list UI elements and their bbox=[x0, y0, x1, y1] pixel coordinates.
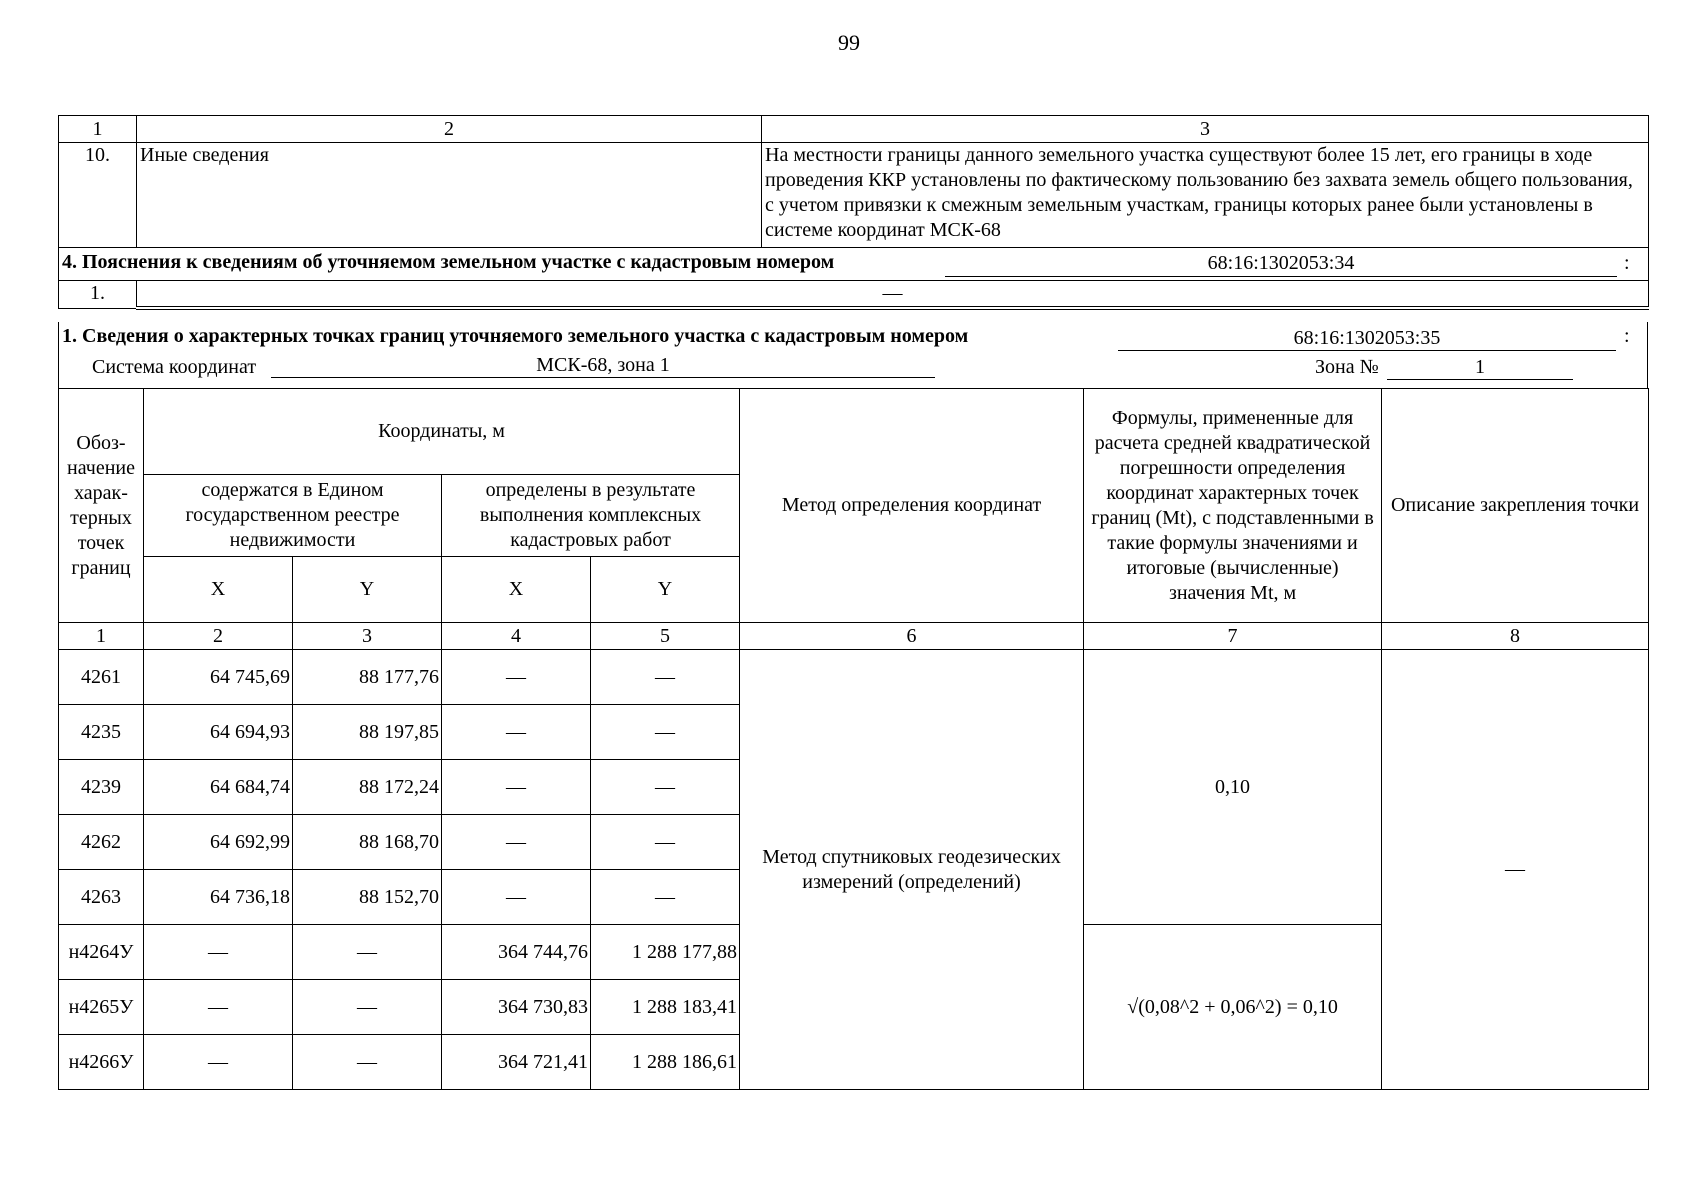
point-id: 4261 bbox=[59, 650, 144, 705]
coordinate-system-value: МСК-68, зона 1 bbox=[271, 354, 935, 378]
point-id: 4262 bbox=[59, 815, 144, 870]
col-number-5: 5 bbox=[591, 623, 740, 650]
section-1-colon: : bbox=[1624, 325, 1630, 347]
point-id: 4239 bbox=[59, 760, 144, 815]
section-1-cadastral-number: 68:16:1302053:35 bbox=[1118, 327, 1616, 351]
egrn-y: — bbox=[293, 925, 442, 980]
header-description: Описание закрепления точки bbox=[1382, 389, 1649, 623]
section-4-colon: : bbox=[1624, 252, 1630, 274]
coordinate-system-label: Система координат bbox=[92, 356, 257, 378]
header-designation: Обоз-начение харак-терных точек границ bbox=[59, 389, 144, 623]
kkr-x: — bbox=[442, 760, 591, 815]
table-row bbox=[59, 650, 1649, 705]
egrn-x: — bbox=[144, 1035, 293, 1090]
egrn-x: 64 736,18 bbox=[144, 870, 293, 925]
section-1-header bbox=[58, 322, 1648, 388]
point-id: н4266У bbox=[59, 1035, 144, 1090]
egrn-y: 88 172,24 bbox=[293, 760, 442, 815]
kkr-x: 364 721,41 bbox=[442, 1035, 591, 1090]
kkr-y: — bbox=[591, 870, 740, 925]
header-kkr-y: Y bbox=[591, 557, 740, 623]
top-col-header-2: 2 bbox=[137, 116, 762, 143]
egrn-x: — bbox=[144, 925, 293, 980]
row-10-number: 10. bbox=[59, 143, 137, 248]
kkr-y: 1 288 186,61 bbox=[591, 1035, 740, 1090]
description-cell: — bbox=[1382, 650, 1649, 1090]
col-number-6: 6 bbox=[740, 623, 1084, 650]
kkr-y: — bbox=[591, 760, 740, 815]
top-col-header-3: 3 bbox=[762, 116, 1649, 143]
point-id: н4264У bbox=[59, 925, 144, 980]
zone-value: 1 bbox=[1387, 356, 1573, 380]
top-table bbox=[58, 115, 1649, 310]
point-id: 4235 bbox=[59, 705, 144, 760]
header-formula: Формулы, примененные для расчета средней квадратической погрешности определения координат характерных точек границ (Mt), с подставленными в такие формулы значениями и итоговые (вычисленные) значения Mt, м bbox=[1084, 389, 1382, 623]
egrn-y: 88 197,85 bbox=[293, 705, 442, 760]
kkr-y: 1 288 177,88 bbox=[591, 925, 740, 980]
section-4-item-value: — bbox=[137, 281, 1649, 309]
egrn-y: 88 152,70 bbox=[293, 870, 442, 925]
col-number-2: 2 bbox=[144, 623, 293, 650]
col-number-1: 1 bbox=[59, 623, 144, 650]
col-number-4: 4 bbox=[442, 623, 591, 650]
header-kkr-x: X bbox=[442, 557, 591, 623]
col-number-3: 3 bbox=[293, 623, 442, 650]
header-egrn-x: X bbox=[144, 557, 293, 623]
point-id: н4265У bbox=[59, 980, 144, 1035]
header-egrn: содержатся в Едином государственном реестре недвижимости bbox=[144, 475, 442, 557]
mt-new-cell: √(0,08^2 + 0,06^2) = 0,10 bbox=[1084, 925, 1382, 1090]
egrn-y: 88 177,76 bbox=[293, 650, 442, 705]
header-egrn-y: Y bbox=[293, 557, 442, 623]
page-number: 99 bbox=[838, 30, 860, 55]
section-4-cell bbox=[59, 248, 1649, 281]
kkr-x: — bbox=[442, 870, 591, 925]
section-4-item-row bbox=[59, 281, 1649, 309]
kkr-x: 364 730,83 bbox=[442, 980, 591, 1035]
row-10-label: Иные сведения bbox=[137, 143, 762, 248]
egrn-y: 88 168,70 bbox=[293, 815, 442, 870]
header-row-1 bbox=[59, 389, 1649, 475]
method-cell: Метод спутниковых геодезических измерений (определений) bbox=[740, 650, 1084, 1090]
mt-existing-cell: 0,10 bbox=[1084, 650, 1382, 925]
section-4-row bbox=[59, 248, 1649, 281]
col-number-8: 8 bbox=[1382, 623, 1649, 650]
kkr-y: — bbox=[591, 705, 740, 760]
top-col-header-1: 1 bbox=[59, 116, 137, 143]
section-4-item-number: 1. bbox=[59, 281, 137, 309]
header-kkr: определены в результате выполнения комплексных кадастровых работ bbox=[442, 475, 740, 557]
kkr-y: — bbox=[591, 650, 740, 705]
point-id: 4263 bbox=[59, 870, 144, 925]
section-4-cadastral-number: 68:16:1302053:34 bbox=[945, 251, 1617, 277]
section-1-title: 1. Сведения о характерных точках границ уточняемого земельного участка с кадастровым номером bbox=[62, 325, 969, 347]
row-10-value: На местности границы данного земельного участка существуют более 15 лет, его границы в ходе проведения ККР установлены по фактическому пользованию без захвата земель общего пользования, с учетом привязки к смежным земельным участкам, границы которых ранее были установлены в системе координат МСК-68 bbox=[762, 143, 1649, 248]
col-number-7: 7 bbox=[1084, 623, 1382, 650]
kkr-y: 1 288 183,41 bbox=[591, 980, 740, 1035]
header-method: Метод определения координат bbox=[740, 389, 1084, 623]
egrn-y: — bbox=[293, 1035, 442, 1090]
egrn-x: 64 745,69 bbox=[144, 650, 293, 705]
kkr-x: — bbox=[442, 705, 591, 760]
kkr-x: 364 744,76 bbox=[442, 925, 591, 980]
top-col-header-row bbox=[59, 116, 1649, 143]
zone-label: Зона № bbox=[1315, 356, 1379, 378]
egrn-x: 64 692,99 bbox=[144, 815, 293, 870]
kkr-y: — bbox=[591, 815, 740, 870]
section-4-title: 4. Пояснения к сведениям об уточняемом земельном участке с кадастровым номером bbox=[62, 251, 835, 273]
kkr-x: — bbox=[442, 650, 591, 705]
egrn-x: 64 694,93 bbox=[144, 705, 293, 760]
boundary-points-table bbox=[58, 388, 1649, 1090]
header-coordinates: Координаты, м bbox=[144, 389, 740, 475]
egrn-y: — bbox=[293, 980, 442, 1035]
egrn-x: 64 684,74 bbox=[144, 760, 293, 815]
column-number-row bbox=[59, 623, 1649, 650]
kkr-x: — bbox=[442, 815, 591, 870]
row-10 bbox=[59, 143, 1649, 248]
egrn-x: — bbox=[144, 980, 293, 1035]
